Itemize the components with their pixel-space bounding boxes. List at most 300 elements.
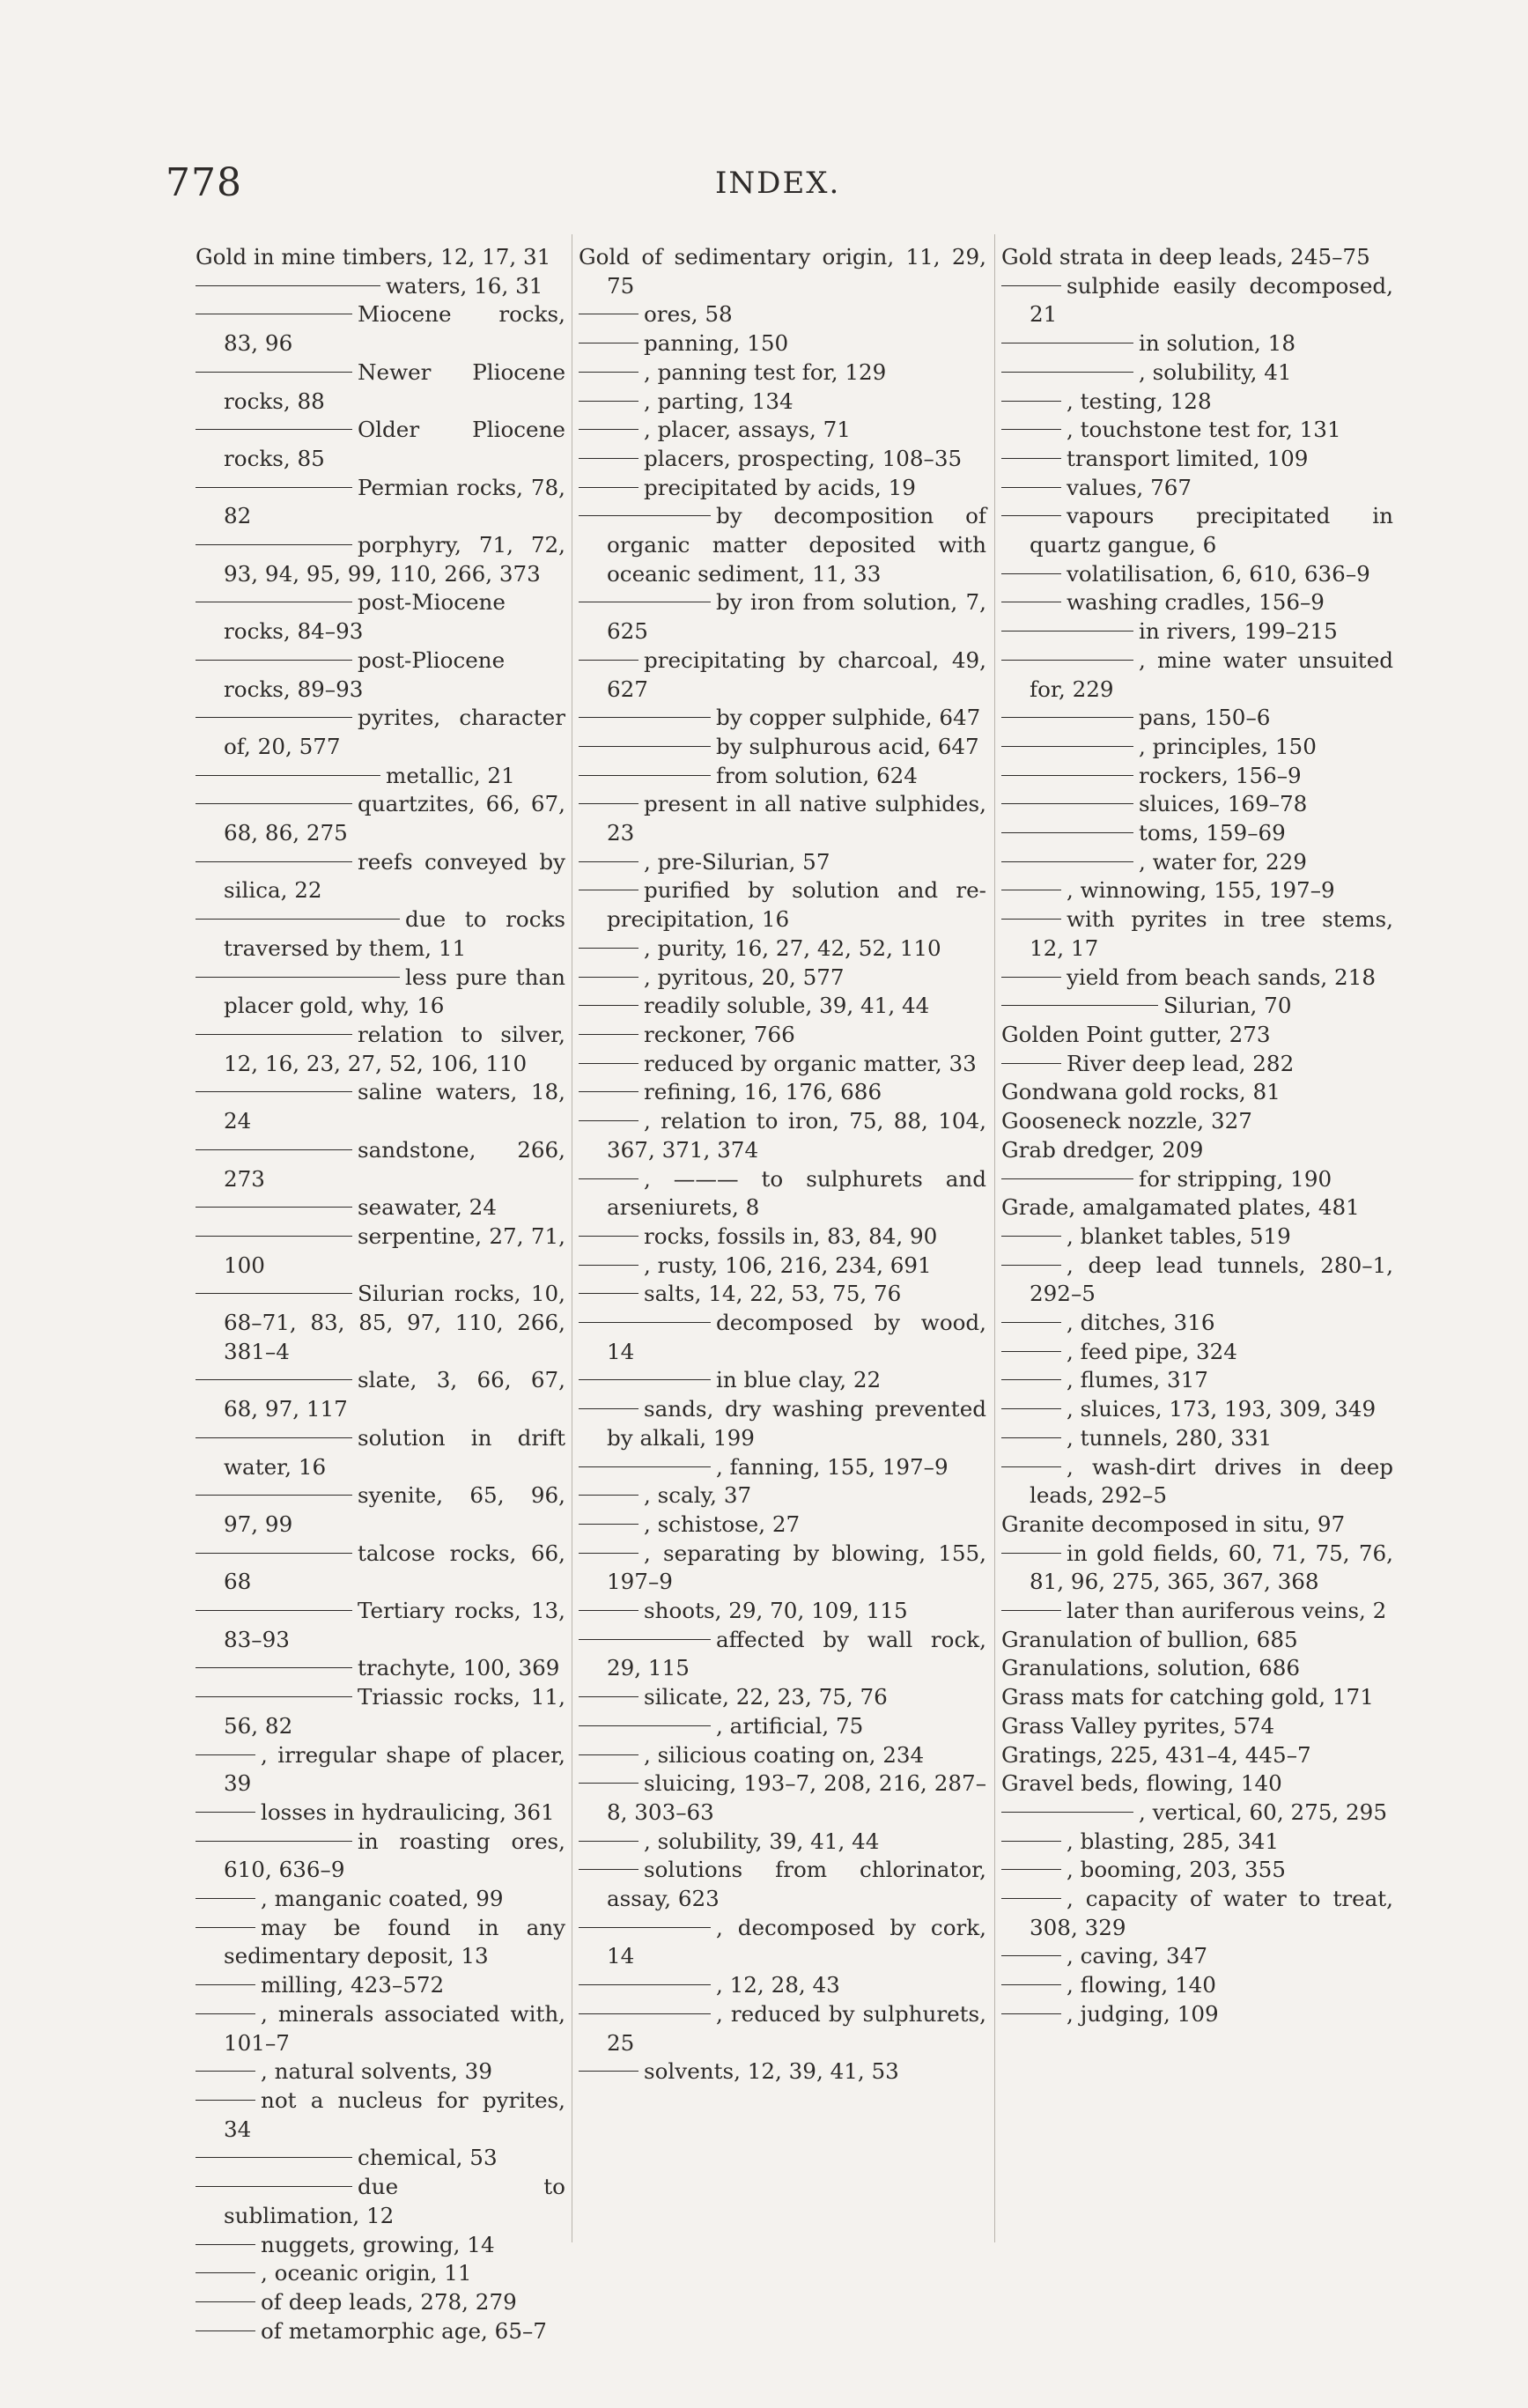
index-entry-text: , panning test for, 129: [644, 358, 887, 385]
index-entry-text: , schistose, 27: [644, 1511, 801, 1537]
index-entry-text: , 12, 28, 43: [716, 1972, 840, 1998]
index-entry-text: , feed pipe, 324: [1067, 1338, 1237, 1364]
index-entry-text: affected by wall rock, 29, 115: [607, 1626, 986, 1681]
index-entry: [1001, 560, 1393, 589]
index-entry: [196, 964, 565, 1021]
ditto-rule: [196, 2157, 352, 2158]
ditto-rule: [196, 2071, 255, 2072]
index-entry-text: , sluices, 173, 193, 309, 349: [1067, 1396, 1377, 1422]
index-entry: [1001, 1252, 1393, 1309]
ditto-rule: [196, 1667, 352, 1668]
index-entry: [579, 1856, 986, 1913]
ditto-rule: [579, 429, 639, 430]
index-entry: [196, 1828, 565, 1885]
index-entry-text: metallic, 21: [386, 762, 515, 788]
index-entry-text: Gravel beds, flowing, 140: [1001, 1770, 1282, 1797]
index-entry-text: not a nucleus for pyrites, 34: [224, 2087, 565, 2142]
index-entry-text: , vertical, 60, 275, 295: [1139, 1799, 1387, 1825]
index-entry: [1001, 445, 1393, 474]
index-entry: [196, 588, 565, 646]
ditto-rule: [196, 544, 352, 545]
ditto-rule: [579, 1495, 639, 1496]
index-entry: [1001, 1799, 1393, 1828]
index-entry-text: sluicing, 193–7, 208, 216, 287–8, 303–63: [607, 1770, 986, 1825]
index-entry-text: placers, prospecting, 108–35: [644, 445, 963, 471]
index-entry: [1001, 1683, 1393, 1712]
index-entry-text: yield from beach sands, 218: [1067, 964, 1377, 990]
index-entry-text: , parting, 134: [644, 388, 794, 414]
index-entry-text: , fanning, 155, 197–9: [716, 1453, 949, 1480]
index-entry-text: later than auriferous veins, 2: [1067, 1598, 1387, 1624]
ditto-rule: [579, 1236, 639, 1237]
index-entry: [579, 1309, 986, 1366]
index-entry: [1001, 272, 1393, 329]
index-entry: [196, 474, 565, 531]
ditto-rule: [1001, 1265, 1061, 1266]
ditto-rule: [196, 2330, 255, 2331]
index-entry: [579, 704, 986, 733]
index-entry-text: transport limited, 109: [1067, 445, 1309, 471]
index-entry-text: Grade, amalgamated plates, 481: [1001, 1194, 1360, 1221]
index-entry-text: , oceanic origin, 11: [261, 2260, 472, 2286]
index-entry-text: , judging, 109: [1067, 2000, 1219, 2027]
ditto-rule: [196, 775, 380, 776]
index-entry-text: , natural solvents, 39: [261, 2058, 492, 2085]
index-entry: [196, 1222, 565, 1280]
ditto-rule: [1001, 1063, 1061, 1064]
ditto-rule: [196, 1091, 352, 1092]
ditto-rule: [196, 2244, 255, 2245]
index-entry-text: by sulphurous acid, 647: [716, 733, 979, 759]
ditto-rule: [196, 977, 400, 978]
index-entry-text: by copper sulphide, 647: [716, 705, 981, 731]
index-entry-text: panning, 150: [644, 330, 789, 357]
ditto-rule: [1001, 775, 1133, 776]
index-entry: [1001, 1338, 1393, 1367]
index-entry: [1001, 1712, 1393, 1741]
index-entry: [1001, 502, 1393, 559]
index-entry: [579, 2000, 986, 2057]
index-entry-text: from solution, 624: [716, 762, 918, 788]
index-column-1: [196, 243, 565, 2345]
index-entry: [1001, 1626, 1393, 1655]
index-entry: [1001, 1885, 1393, 1942]
index-entry-text: Grass mats for catching gold, 171: [1001, 1684, 1374, 1710]
index-entry-text: less pure than placer gold, why, 16: [224, 964, 565, 1019]
index-entry-text: reckoner, 766: [644, 1021, 795, 1047]
index-entry: [579, 358, 986, 388]
index-entry-text: due to sublimation, 12: [224, 2174, 565, 2228]
ditto-rule: [1001, 919, 1061, 920]
index-entry-text: , separating by blowing, 155, 197–9: [607, 1540, 986, 1595]
ditto-rule: [1001, 458, 1061, 459]
index-entry-text: syenite, 65, 96, 97, 99: [224, 1482, 565, 1537]
ditto-rule: [579, 1841, 639, 1842]
index-entry: [196, 1078, 565, 1135]
index-entry-text: milling, 423–572: [261, 1972, 445, 1998]
ditto-rule: [1001, 660, 1133, 661]
index-entry-text: , scaly, 37: [644, 1482, 752, 1509]
index-entry-text: , solubility, 39, 41, 44: [644, 1828, 880, 1854]
ditto-rule: [1001, 1466, 1061, 1467]
ditto-rule: [1001, 285, 1061, 286]
ditto-rule: [579, 1524, 639, 1525]
index-entry: [196, 2259, 565, 2288]
index-entry-text: , flowing, 140: [1067, 1972, 1216, 1998]
ditto-rule: [579, 1379, 711, 1380]
ditto-rule: [579, 1034, 639, 1035]
ditto-rule: [196, 1841, 352, 1842]
index-entry-text: Golden Point gutter, 273: [1001, 1021, 1271, 1047]
ditto-rule: [196, 1495, 352, 1496]
index-entry: [1001, 876, 1393, 905]
index-entry: [196, 1021, 565, 1078]
index-entry: [1001, 1193, 1393, 1222]
ditto-rule: [579, 948, 639, 949]
index-entry-text: in blue clay, 22: [716, 1367, 882, 1393]
index-entry: [196, 2317, 565, 2346]
ditto-rule: [1001, 1984, 1061, 1985]
index-entry: [579, 1971, 986, 2000]
index-entry: [579, 848, 986, 877]
index-entry-text: in rivers, 199–215: [1139, 618, 1338, 645]
ditto-rule: [579, 1005, 639, 1006]
ditto-rule: [1001, 631, 1133, 632]
index-entry: [196, 2231, 565, 2260]
page-number: 778: [166, 160, 242, 205]
ditto-rule: [579, 1265, 639, 1266]
index-entry-text: , reduced by sulphurets, 25: [607, 2000, 986, 2056]
index-entry: [579, 1741, 986, 1770]
ditto-rule: [1001, 832, 1133, 833]
index-entry: [1001, 358, 1393, 388]
ditto-rule: [1001, 1408, 1061, 1409]
index-entry: [196, 905, 565, 963]
index-entry: [196, 300, 565, 358]
index-entry: [1001, 1021, 1393, 1050]
ditto-rule: [196, 1927, 255, 1928]
ditto-rule: [579, 1553, 639, 1554]
ditto-rule: [579, 775, 711, 776]
index-entry: [196, 1540, 565, 1597]
index-entry: [579, 992, 986, 1021]
ditto-rule: [1001, 717, 1133, 718]
index-entry: [196, 1799, 565, 1828]
ditto-rule: [579, 372, 639, 373]
index-entry-text: Miocene rocks, 83, 96: [224, 301, 565, 357]
index-entry-text: , purity, 16, 27, 42, 52, 110: [644, 934, 941, 961]
index-entry-text: precipitated by acids, 19: [644, 474, 916, 500]
ditto-rule: [579, 2071, 639, 2072]
ditto-rule: [1001, 1437, 1061, 1438]
index-entry: [1001, 733, 1393, 762]
ditto-rule: [196, 919, 400, 920]
index-entry: [1001, 1366, 1393, 1395]
ditto-rule: [196, 1207, 352, 1208]
ditto-rule: [1001, 2013, 1061, 2014]
index-entry: [1001, 1424, 1393, 1453]
index-entry-text: Newer Pliocene rocks, 88: [224, 358, 565, 414]
index-entry: [579, 934, 986, 964]
index-entry-text: , pyritous, 20, 577: [644, 964, 845, 990]
ditto-rule: [579, 1783, 639, 1784]
index-entry-text: , rusty, 106, 216, 234, 691: [644, 1252, 932, 1278]
ditto-rule: [579, 1091, 639, 1092]
ditto-rule: [196, 1437, 352, 1438]
index-entry: [579, 1712, 986, 1741]
index-entry: [196, 1971, 565, 2000]
index-entry: [196, 2288, 565, 2317]
index-entry: [1001, 1942, 1393, 1971]
index-entry-text: solvents, 12, 39, 41, 53: [644, 2058, 899, 2085]
index-entry-text: , caving, 347: [1067, 1943, 1207, 1969]
index-entry-text: salts, 14, 22, 53, 75, 76: [644, 1281, 902, 1307]
index-entry-text: seawater, 24: [358, 1194, 497, 1221]
index-entry-text: talcose rocks, 66, 68: [224, 1540, 565, 1595]
index-entry: [1001, 2000, 1393, 2029]
index-entry-text: , booming, 203, 355: [1067, 1857, 1286, 1883]
index-entry-text: by decomposition of organic matter deposited with oceanic sediment, 11, 33: [607, 503, 986, 587]
index-entry: [579, 1222, 986, 1252]
ditto-rule: [1001, 487, 1061, 488]
index-entry: [1001, 1828, 1393, 1857]
ditto-rule: [579, 1725, 711, 1726]
index-entry-text: Grab dredger, 209: [1001, 1136, 1204, 1163]
ditto-rule: [579, 717, 711, 718]
index-entry-text: Gold of sedimentary origin, 11, 29, 75: [579, 244, 986, 299]
index-entry-text: Granulation of bullion, 685: [1001, 1626, 1298, 1652]
index-entry: [1001, 617, 1393, 646]
index-entry-text: , flumes, 317: [1067, 1367, 1208, 1393]
ditto-rule: [579, 1120, 639, 1121]
index-entry-text: , pre-Silurian, 57: [644, 848, 830, 875]
ditto-rule: [1001, 401, 1061, 402]
index-entry: [1001, 1107, 1393, 1136]
index-entry-text: pyrites, character of, 20, 577: [224, 705, 565, 759]
index-entry-text: waters, 16, 31: [386, 272, 543, 299]
index-entry-text: Gooseneck nozzle, 327: [1001, 1108, 1252, 1134]
index-entry-text: sandstone, 266, 273: [224, 1136, 565, 1192]
index-entry: [196, 243, 565, 272]
index-entry-text: solution in drift water, 16: [224, 1424, 565, 1480]
ditto-rule: [1001, 977, 1061, 978]
index-entry: [1001, 243, 1393, 272]
index-entry-text: may be found in any sedimentary deposit, 13: [224, 1914, 565, 1969]
ditto-rule: [1001, 515, 1061, 516]
ditto-rule: [196, 2186, 352, 2187]
index-entry-text: , principles, 150: [1139, 733, 1317, 759]
index-entry: [1001, 1136, 1393, 1165]
index-entry: [196, 1885, 565, 1914]
ditto-rule: [196, 1984, 255, 1985]
ditto-rule: [1001, 372, 1133, 373]
index-entry: [579, 1280, 986, 1309]
index-entry: [579, 790, 986, 847]
index-entry: [196, 1280, 565, 1366]
index-entry: [579, 1107, 986, 1164]
ditto-rule: [196, 1293, 352, 1294]
index-entry: [196, 358, 565, 416]
index-entry: [579, 300, 986, 329]
index-entry: [1001, 1050, 1393, 1079]
index-entry-text: relation to silver, 12, 16, 23, 27, 52, 106, 110: [224, 1021, 565, 1076]
index-entry: [196, 416, 565, 473]
ditto-rule: [1001, 1812, 1133, 1813]
index-entry-text: Permian rocks, 78, 82: [224, 474, 565, 529]
index-entry-text: saline waters, 18, 24: [224, 1079, 565, 1134]
index-entry-text: , wash-dirt drives in deep leads, 292–5: [1030, 1453, 1393, 1509]
index-entry: [196, 1597, 565, 1654]
ditto-rule: [579, 1984, 711, 1985]
index-entry-text: in roasting ores, 610, 636–9: [224, 1828, 565, 1883]
ditto-rule: [1001, 1841, 1061, 1842]
index-entry-text: quartzites, 66, 67, 68, 86, 275: [224, 791, 565, 846]
ditto-rule: [196, 861, 352, 862]
index-entry-text: , minerals associated with, 101–7: [224, 2000, 565, 2056]
index-entry-text: of deep leads, 278, 279: [261, 2288, 517, 2315]
ditto-rule: [579, 1466, 711, 1467]
index-entry: [579, 1914, 986, 1971]
index-entry: [579, 646, 986, 704]
index-column-3: [1001, 243, 1393, 2029]
index-entry-text: Gold strata in deep leads, 245–75: [1001, 244, 1370, 270]
ditto-rule: [196, 2013, 255, 2014]
index-entry-text: serpentine, 27, 71, 100: [224, 1222, 565, 1278]
index-entry-text: , relation to iron, 75, 88, 104, 367, 371, 374: [607, 1108, 986, 1163]
ditto-rule: [196, 429, 352, 430]
index-entry: [1001, 790, 1393, 819]
ditto-rule: [579, 515, 711, 516]
ditto-rule: [196, 1610, 352, 1611]
ditto-rule: [579, 1408, 639, 1409]
index-entry: [196, 1914, 565, 1971]
index-entry-text: readily soluble, 39, 41, 44: [644, 993, 930, 1019]
index-entry: [579, 964, 986, 993]
index-entry: [579, 762, 986, 791]
ditto-rule: [196, 1553, 352, 1554]
index-entry-text: , water for, 229: [1139, 848, 1307, 875]
ditto-rule: [579, 1063, 639, 1064]
index-entry: [196, 848, 565, 905]
index-entry: [579, 1165, 986, 1222]
index-entry-text: volatilisation, 6, 610, 636–9: [1067, 560, 1370, 587]
index-entry-text: rockers, 156–9: [1139, 762, 1302, 788]
ditto-rule: [1001, 1322, 1061, 1323]
index-entry: [1001, 388, 1393, 417]
index-entry: [579, 1453, 986, 1482]
index-entry: [1001, 1654, 1393, 1683]
index-entry: [196, 2087, 565, 2144]
index-entry: [196, 2057, 565, 2087]
index-entry-text: shoots, 29, 70, 109, 115: [644, 1598, 908, 1624]
index-entry-text: chemical, 53: [358, 2145, 498, 2171]
ditto-rule: [579, 660, 639, 661]
index-entry-text: of metamorphic age, 65–7: [261, 2317, 547, 2344]
index-entry: [196, 1654, 565, 1683]
column-rule: [994, 234, 995, 2242]
index-entry-text: slate, 3, 66, 67, 68, 97, 117: [224, 1367, 565, 1422]
index-entry: [579, 2057, 986, 2087]
ditto-rule: [579, 746, 711, 747]
index-entry: [196, 1366, 565, 1423]
ditto-rule: [579, 1610, 639, 1611]
index-entry: [196, 531, 565, 588]
index-entry-text: , touchstone test for, 131: [1067, 417, 1341, 443]
index-entry: [1001, 1453, 1393, 1511]
index-entry: [1001, 416, 1393, 445]
ditto-rule: [1001, 573, 1061, 574]
index-entry-text: , mine water unsuited for, 229: [1030, 646, 1393, 702]
ditto-rule: [196, 1236, 352, 1237]
ditto-rule: [196, 2301, 255, 2302]
index-entry-text: precipitating by charcoal, 49, 627: [607, 646, 986, 702]
index-column-2: [579, 243, 986, 2087]
ditto-rule: [1001, 1178, 1133, 1179]
ditto-rule: [196, 2272, 255, 2273]
index-entry-text: Silurian rocks, 10, 68–71, 83, 85, 97, 110, 266, 381–4: [224, 1281, 565, 1364]
index-entry: [579, 445, 986, 474]
index-entry: [579, 502, 986, 588]
index-entry: [1001, 1165, 1393, 1194]
index-entry: [196, 704, 565, 761]
index-entry-text: refining, 16, 176, 686: [644, 1079, 882, 1105]
index-entry-text: , ditches, 316: [1067, 1310, 1215, 1336]
index-entry-text: , blanket tables, 519: [1067, 1222, 1291, 1249]
index-entry: [1001, 1395, 1393, 1424]
index-entry-text: present in all native sulphides, 23: [607, 791, 986, 846]
index-entry: [1001, 1769, 1393, 1799]
index-entry: [1001, 1540, 1393, 1597]
index-entry: [579, 1626, 986, 1683]
ditto-rule: [196, 1379, 352, 1380]
index-entry-text: pans, 150–6: [1139, 705, 1271, 731]
index-entry: [196, 1481, 565, 1539]
index-entry-text: reefs conveyed by silica, 22: [224, 848, 565, 904]
index-entry: [1001, 588, 1393, 617]
ditto-rule: [579, 401, 639, 402]
index-entry-text: solutions from chlorinator, assay, 623: [607, 1857, 986, 1912]
index-entry: [1001, 1741, 1393, 1770]
index-entry: [579, 1828, 986, 1857]
ditto-rule: [1001, 1351, 1061, 1352]
index-entry: [1001, 992, 1393, 1021]
index-entry-text: River deep lead, 282: [1067, 1050, 1295, 1076]
ditto-rule: [196, 1696, 352, 1697]
ditto-rule: [579, 1639, 711, 1640]
ditto-rule: [1001, 1955, 1061, 1956]
index-entry: [196, 1741, 565, 1799]
index-entry: [1001, 704, 1393, 733]
index-entry-text: , capacity of water to treat, 308, 329: [1030, 1886, 1393, 1940]
index-entry: [1001, 964, 1393, 993]
ditto-rule: [196, 1754, 255, 1755]
index-entry: [579, 1481, 986, 1511]
ditto-rule: [579, 1754, 639, 1755]
ditto-rule: [1001, 1553, 1061, 1554]
index-entry-text: sulphide easily decomposed, 21: [1030, 272, 1393, 328]
index-entry: [579, 1050, 986, 1079]
running-head: INDEX.: [715, 166, 841, 201]
index-entry: [579, 733, 986, 762]
index-entry-text: Gold in mine timbers, 12, 17, 31: [196, 244, 551, 270]
index-entry-text: Silurian, 70: [1163, 993, 1292, 1019]
index-entry-text: post-Pliocene rocks, 89–93: [224, 646, 506, 702]
index-entry: [1001, 819, 1393, 848]
ditto-rule: [196, 660, 352, 661]
index-entry-text: in solution, 18: [1139, 330, 1295, 357]
ditto-rule: [579, 803, 639, 804]
ditto-rule: [1001, 1869, 1061, 1870]
